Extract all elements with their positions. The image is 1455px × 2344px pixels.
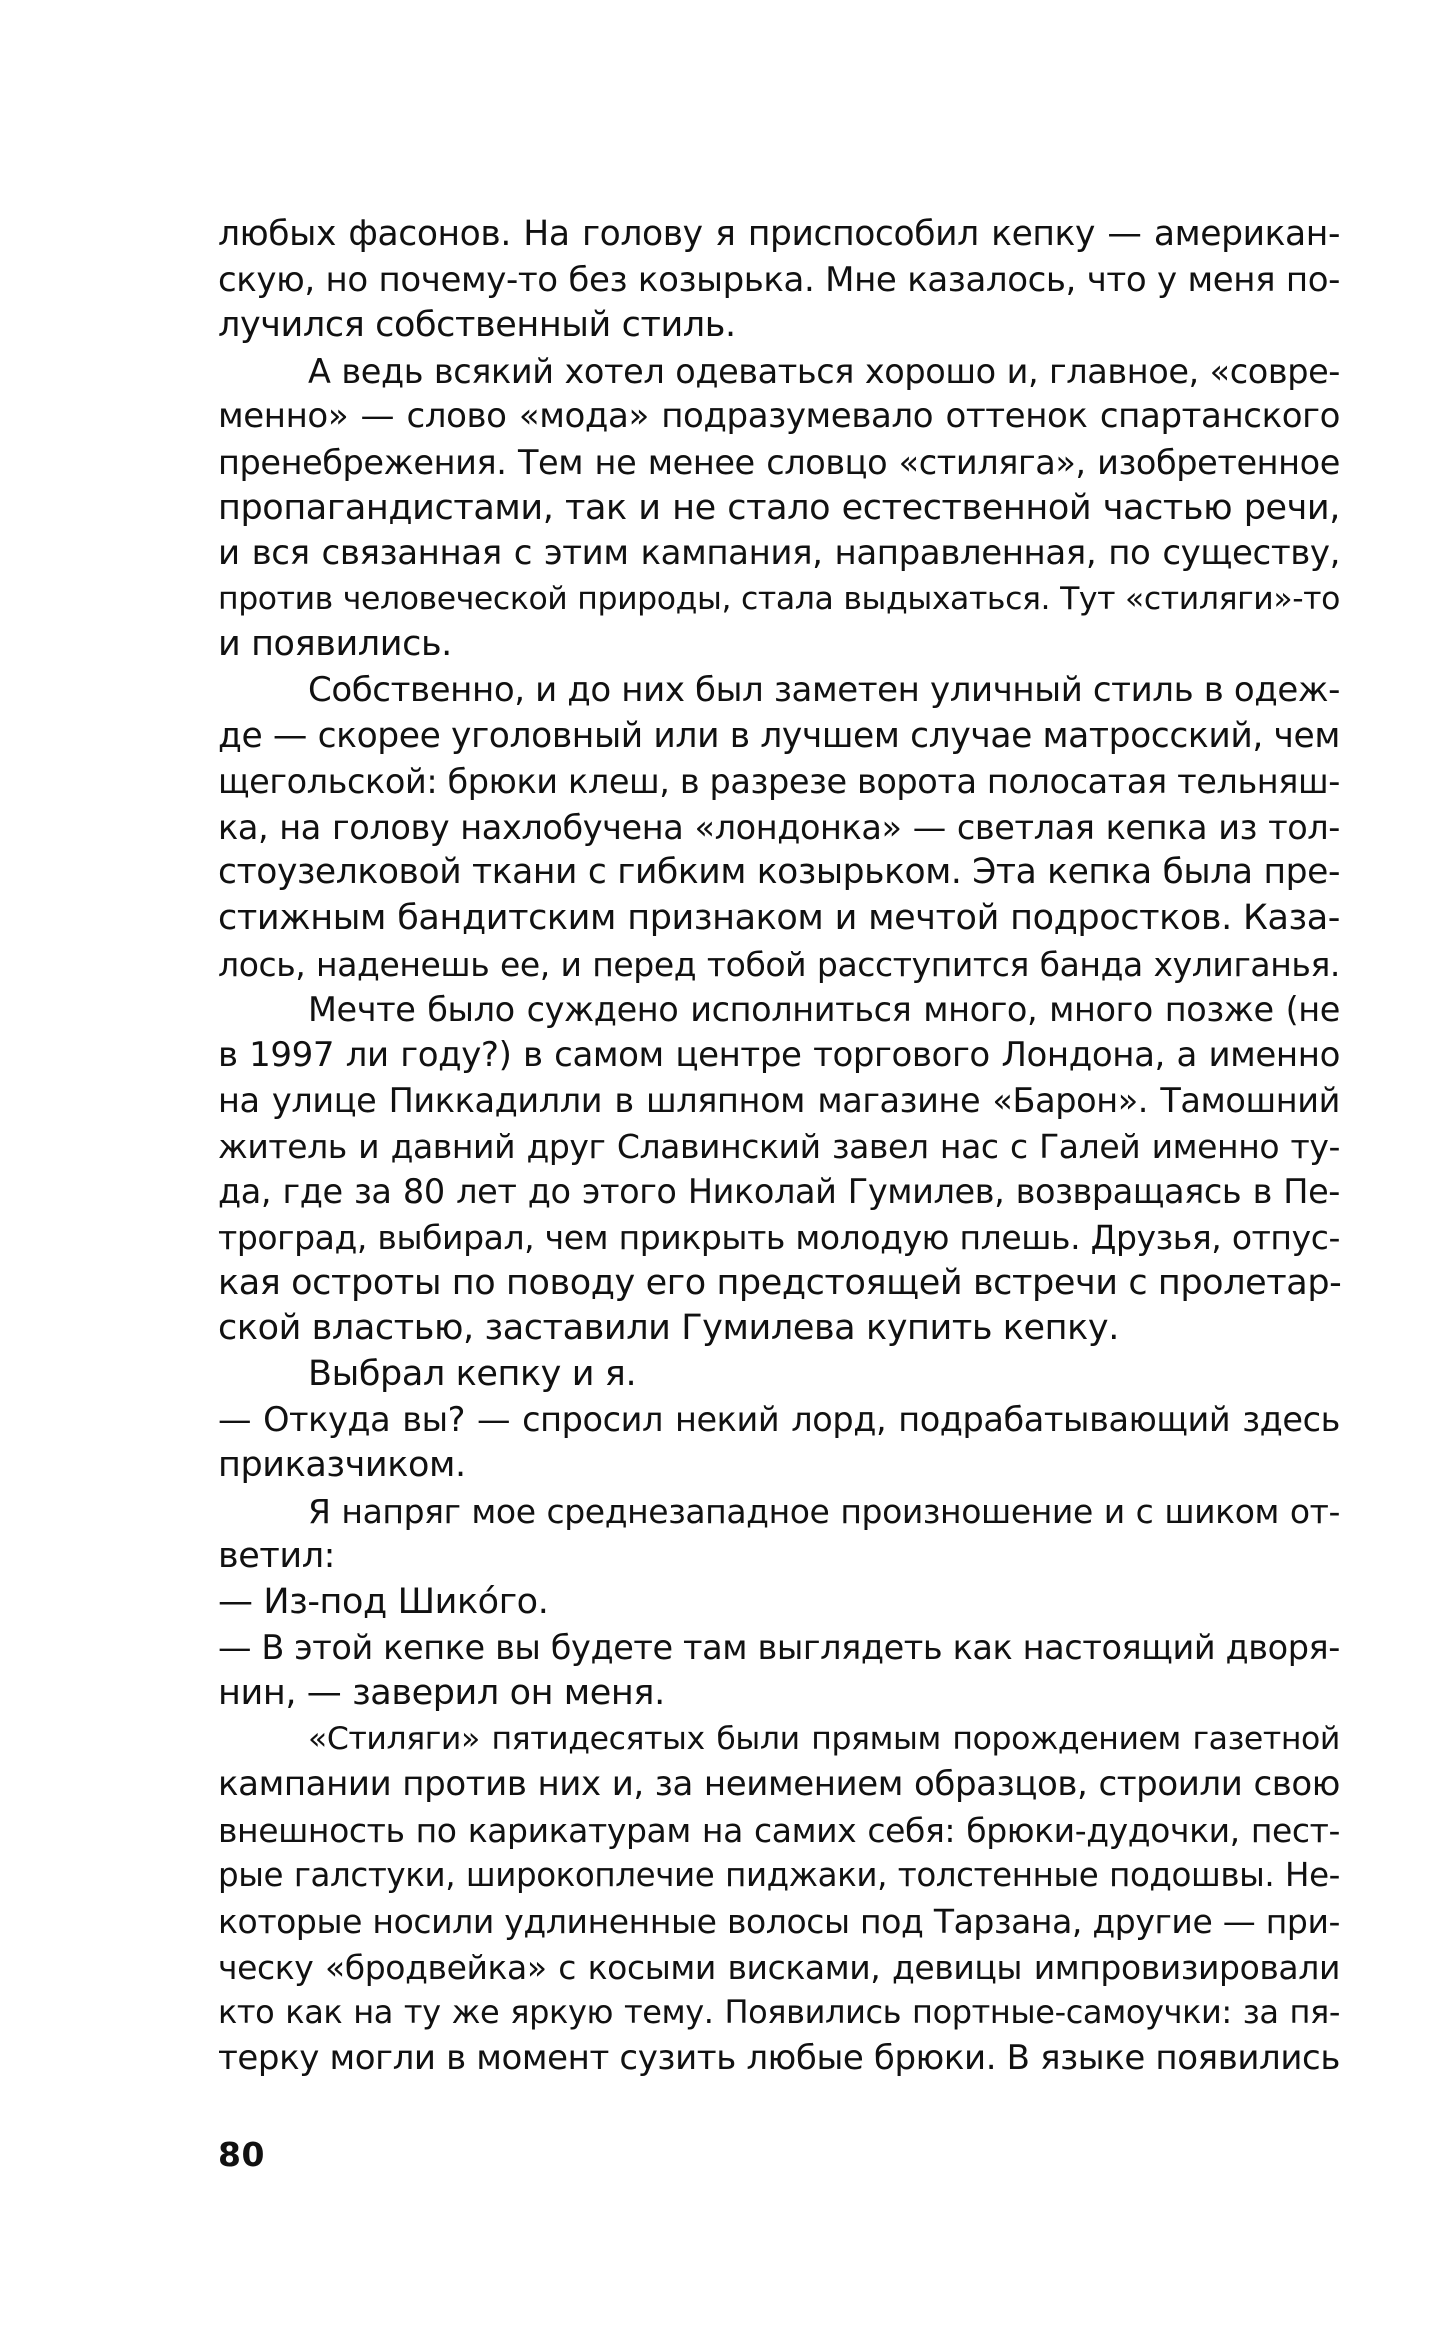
page-number: 80 (218, 2135, 265, 2174)
text-line: Выбрал кепку и я. (308, 1353, 637, 1394)
text-line: Мечте было суждено исполниться много, много позже (не (308, 990, 1340, 1030)
text-line: менно» — слово «мода» подразумевало оттенок спартанского (218, 396, 1340, 437)
text-line: которые носили удлиненные волосы под Тарзана, другие — при- (218, 1901, 1340, 1941)
text-line: внешность по карикатурам на самих себя: брюки-дудочки, пест- (218, 1810, 1340, 1850)
text-line: на улице Пиккадилли в шляпном магазине «Барон». Тамошний (218, 1081, 1340, 1121)
text-line: «Стиляги» пятидесятых были прямым порождением газетной (308, 1720, 1340, 1757)
text-line: де — скорее уголовный или в лучшем случае матросский, чем (218, 715, 1340, 756)
text-line: ческу «бродвейка» с косыми висками, девицы импровизировали (218, 1947, 1340, 1987)
text-line: ской властью, заставили Гумилева купить кепку. (218, 1308, 1119, 1349)
text-line: щегольской: брюки клеш, в разрезе ворота полосатая тельняш- (218, 762, 1340, 802)
text-line: лось, наденешь ее, и перед тобой расступится банда хулиганья. (218, 944, 1340, 984)
text-line: — Из-под Шико́го. (218, 1581, 549, 1622)
text-line: и появились. (218, 624, 452, 665)
text-line: пренебрежения. Тем не менее словцо «стиляга», изобретенное (218, 442, 1340, 482)
text-line: — В этой кепке вы будете там выглядеть как настоящий дворя- (218, 1628, 1340, 1668)
text-line: лучился собственный стиль. (218, 305, 736, 346)
text-line: Собственно, и до них был заметен уличный стиль в одеж- (308, 669, 1340, 710)
text-line: Я напряг мое среднезападное произношение и с шиком от- (308, 1491, 1340, 1531)
text-line: в 1997 ли году?) в самом центре торгового Лондона, а именно (218, 1034, 1340, 1075)
text-line: кая остроты по поводу его предстоящей встречи с пролетар- (218, 1262, 1342, 1303)
text-line: пропагандистами, так и не стало естественной частью речи, (218, 487, 1340, 528)
text-line: кампании против них и, за неимением образцов, строили свою (218, 1764, 1340, 1805)
text-line: стоузелковой ткани с гибким козырьком. Эта кепка была пре- (218, 852, 1340, 893)
text-line: против человеческой природы, стала выдыхаться. Тут «стиляги»-то (218, 580, 1340, 617)
text-line: нин, — заверил он меня. (218, 1673, 665, 1713)
text-line: А ведь всякий хотел одеваться хорошо и, главное, «совре- (308, 351, 1340, 391)
text-line: скую, но почему-то без козырька. Мне казалось, что у меня по- (218, 259, 1340, 300)
text-line: стижным бандитским признаком и мечтой подростков. Каза- (218, 897, 1340, 938)
text-line: троград, выбирал, чем прикрыть молодую плешь. Друзья, отпус- (218, 1218, 1340, 1258)
text-line: приказчиком. (218, 1445, 466, 1486)
body-text (218, 212, 1340, 2081)
text-line: и вся связанная с этим кампания, направленная, по существу, (218, 533, 1340, 574)
text-line: — Откуда вы? — спросил некий лорд, подрабатывающий здесь (218, 1400, 1340, 1440)
text-line: любых фасонов. На голову я приспособил кепку — американ- (218, 214, 1340, 254)
text-line: кто как на ту же яркую тему. Появились портные-самоучки: за пя- (218, 1993, 1340, 2032)
text-line: да, где за 80 лет до этого Николай Гумилев, возвращаясь в Пе- (218, 1172, 1340, 1212)
text-line: рые галстуки, широкоплечие пиджаки, толстенные подошвы. Не- (218, 1856, 1340, 1895)
text-line: ка, на голову нахлобучена «лондонка» — светлая кепка из тол- (218, 807, 1340, 847)
text-line: ветил: (218, 1536, 336, 1577)
text-line: житель и давний друг Славинский завел нас с Галей именно ту- (218, 1126, 1340, 1166)
text-line: терку могли в момент сузить любые брюки. В языке появились (218, 2037, 1340, 2078)
